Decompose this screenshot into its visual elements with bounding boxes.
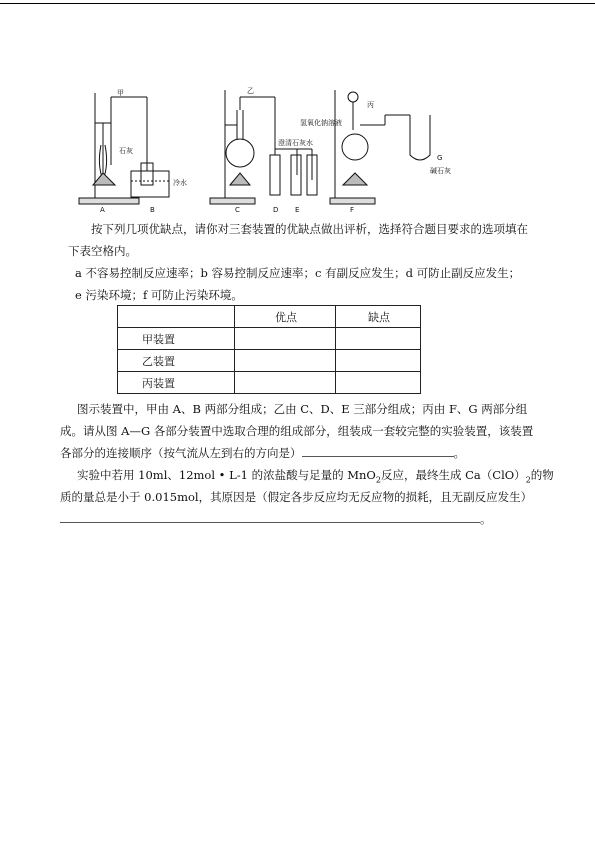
label-C: C [235, 206, 240, 214]
table-row [118, 350, 421, 372]
label-E: E [295, 206, 300, 214]
evaluation-table [117, 305, 421, 394]
question-2-period: 。 [453, 446, 465, 460]
row-label: 甲装置 [118, 328, 235, 350]
table-header-pro: 优点 [235, 306, 336, 328]
label-cold-water: 冷水 [173, 179, 187, 187]
label-clear-lime-water: 澄清石灰水 [278, 139, 313, 147]
question-2-line-2: 成。请从图 A—G 各部分装置中选取合理的组成部分，组装成一套较完整的实验装置，该装置 [60, 424, 534, 438]
table-header-con: 缺点 [336, 306, 421, 328]
question-3-text-c: 的物 [530, 468, 554, 482]
row-label: 乙装置 [118, 350, 235, 372]
label-lime: 石灰 [119, 147, 133, 155]
answer-blank-reason[interactable] [60, 522, 480, 523]
label-bing: 丙 [367, 101, 374, 109]
label-F: F [350, 206, 355, 214]
con-cell[interactable] [336, 328, 421, 350]
question-2-line-1: 图示装置中，甲由 A、B 两部分组成；乙由 C、D、E 三部分组成；丙由 F、G 两部分组 [77, 402, 528, 416]
apparatus-diagram [75, 85, 525, 215]
page-top-border [0, 3, 595, 4]
label-soda-lime: 碱石灰 [430, 167, 451, 175]
label-naoh-solution: 氢氧化钠溶液 [300, 119, 342, 127]
intro-paragraph-continued: 下表空格内。 [68, 244, 137, 258]
intro-paragraph: 按下列几项优缺点，请你对三套装置的优缺点做出评析，选择符合题目要求的选项填在 [91, 222, 528, 236]
table-header-corner [118, 306, 235, 328]
pro-cell[interactable] [235, 372, 336, 394]
mno2-subscript: 2 [375, 475, 381, 485]
answer-blank-connection-order[interactable] [302, 456, 454, 457]
table-header-row [118, 306, 421, 328]
table-row [118, 328, 421, 350]
question-3-line-2: 质的量总是小于 0.015mol，其原因是（假定各步反应均无反应物的损耗，且无副反应发生） [60, 490, 533, 504]
pro-cell[interactable] [235, 350, 336, 372]
question-3-text-b: 反应，最终生成 Ca（ClO） [380, 468, 526, 482]
label-D: D [273, 206, 279, 214]
question-3-text-a: 实验中若用 10ml、12mol • L-1 的浓盐酸与足量的 MnO [77, 468, 376, 482]
label-G: G [437, 154, 443, 162]
label-A: A [100, 206, 105, 214]
question-2-prompt: 各部分的连接顺序（按气流从左到右的方向是） [60, 446, 302, 460]
con-cell[interactable] [336, 350, 421, 372]
table-row [118, 372, 421, 394]
question-3-line-3 [60, 508, 492, 530]
label-jia: 甲 [117, 89, 124, 97]
question-3-period: 。 [480, 512, 492, 526]
clo-subscript: 2 [525, 475, 531, 485]
label-B: B [150, 206, 155, 214]
pro-cell[interactable] [235, 328, 336, 350]
con-cell[interactable] [336, 372, 421, 394]
row-label: 丙装置 [118, 372, 235, 394]
options-line-2: e 污染环境；f 可防止污染环境。 [75, 288, 243, 302]
options-line-1: a 不容易控制反应速率；b 容易控制反应速率；c 有副反应发生；d 可防止副反应发生； [75, 266, 521, 280]
label-yi: 乙 [247, 87, 254, 95]
question-2-line-3 [60, 442, 465, 464]
apparatus-figure [75, 85, 525, 215]
